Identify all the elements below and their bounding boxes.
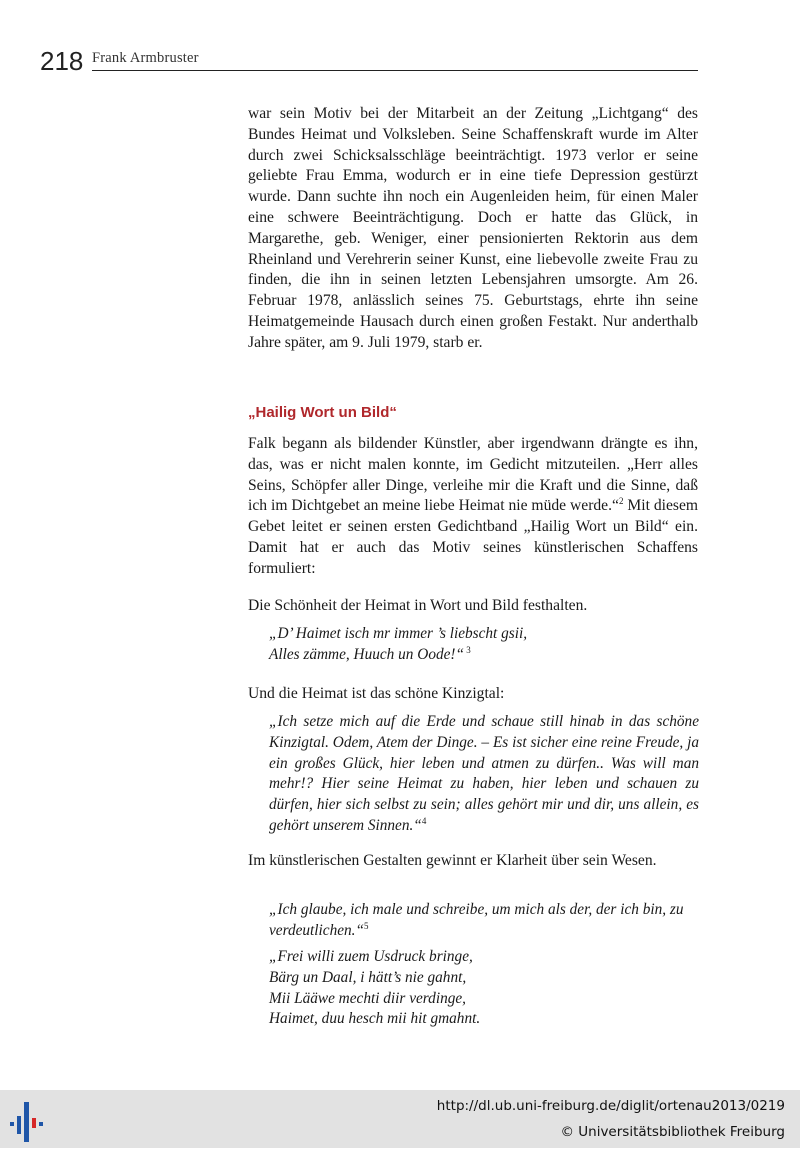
quote-3	[269, 900, 699, 942]
paragraph-1: war sein Motiv bei der Mitarbeit an der Zeitung „Lichtgang“ des Bundes Heimat und Volksleben. Seine Schaffenskraft wurde im Alter durch zwei Schicksalsschläge beeinträchtigt. 1973 verlor er seine geliebte Frau Emma, wodurch er in eine tiefe Depression gestürzt wurde. Dann suchte ihn noch ein Augenleiden heim, für einen Maler eine schwere Beeinträchtigung. Doch er hatte das Glück, in Margarethe, geb. Weniger, einer pensionierten Rektorin aus dem Rheinland und Verehrerin seiner Kunst, eine liebevolle zweite Frau zu finden, die ihn in seinen letzten Lebensjahren umsorgte. Am 26. Februar 1978, anlässlich seines 75. Geburtstags, ehrte ihn seine Heimatgemeinde Hausach durch einen großen Festakt. Nur anderthalb Jahre später, am 9. Juli 1979, starb er.	[248, 105, 698, 351]
quote-1	[269, 624, 699, 666]
paragraph-4: Und die Heimat ist das schöne Kinzigtal:	[248, 685, 505, 702]
poem-line-3: Mii Lääwe mechti diir verdinge,	[269, 989, 466, 1007]
quote-4-poem	[269, 947, 699, 1030]
poem-line-4: Haimet, duu hesch mii hit gmahnt.	[269, 1010, 481, 1028]
paragraph-5: Im künstlerischen Gestalten gewinnt er Klarheit über sein Wesen.	[248, 852, 657, 869]
quote-1-line-2-text: Alles zämme, Huuch un Oode!“	[269, 645, 465, 663]
footnote-ref-3: 3	[464, 644, 471, 655]
footer-url-link[interactable]: http://dl.ub.uni-freiburg.de/diglit/ortenau2013/0219	[436, 1098, 785, 1114]
footer-copyright: © Universitätsbibliothek Freiburg	[560, 1124, 785, 1140]
footnote-ref-2: 2	[618, 496, 624, 507]
header-rule	[92, 70, 698, 71]
quote-2	[269, 712, 699, 837]
footnote-ref-5: 5	[364, 920, 369, 931]
paragraph-2-text-a: Falk begann als bildender Künstler, aber irgendwann drängte es ihn, das, was er nicht malen konnte, im Gedicht mitzuteilen. „Herr alles Seins, Schöpfer aller Dinge, verleihe mir die Kraft und die Sinne, daß ich im Dichtgebet an meine liebe Heimat nie müde werde.“	[248, 435, 698, 515]
paragraph-3: Die Schönheit der Heimat in Wort und Bild festhalten.	[248, 597, 588, 614]
section-heading: „Hailig Wort un Bild“	[248, 404, 397, 421]
quote-3-text: „Ich glaube, ich male und schreibe, um mich als der, der ich bin, zu verdeutlichen.“	[269, 901, 684, 939]
poem-line-1: „Frei willi zuem Usdruck bringe,	[269, 948, 473, 965]
poem-line-2: Bärg un Daal, i hätt’s nie gahnt,	[269, 968, 467, 986]
page-number: 218	[40, 46, 84, 76]
running-head: Frank Armbruster	[92, 50, 199, 66]
paragraph-2-text-b: Mit diesem Gebet leitet er seinen ersten Gedichtband „Hailig Wort un Bild“ ein. Damit hat er auch das Motiv seines künstlerischen Schaffens formuliert:	[248, 497, 698, 577]
quote-2-text: „Ich setze mich auf die Erde und schaue still hinab in das schöne Kinzigtal. Odem, Atem der Dinge. – Es ist sicher eine reine Freude, ja ein großes Glück, hier leben und atmen zu dürfen.. Was will man mehr!? Hier seine Heimat zu haben, hier leben und schauen zu dürfen, hier sich selbst zu sein; alles gehört mir und dir, uns allein, es gehört unserem Sinnen.“	[269, 713, 699, 834]
ub-freiburg-logo-icon[interactable]	[6, 1096, 54, 1144]
footnote-ref-4: 4	[421, 815, 427, 826]
paragraph-2	[248, 434, 698, 580]
quote-1-line-2	[269, 645, 699, 666]
quote-1-line-1: „D’ Haimet isch mr immer ’s liebscht gsii,	[269, 625, 528, 642]
